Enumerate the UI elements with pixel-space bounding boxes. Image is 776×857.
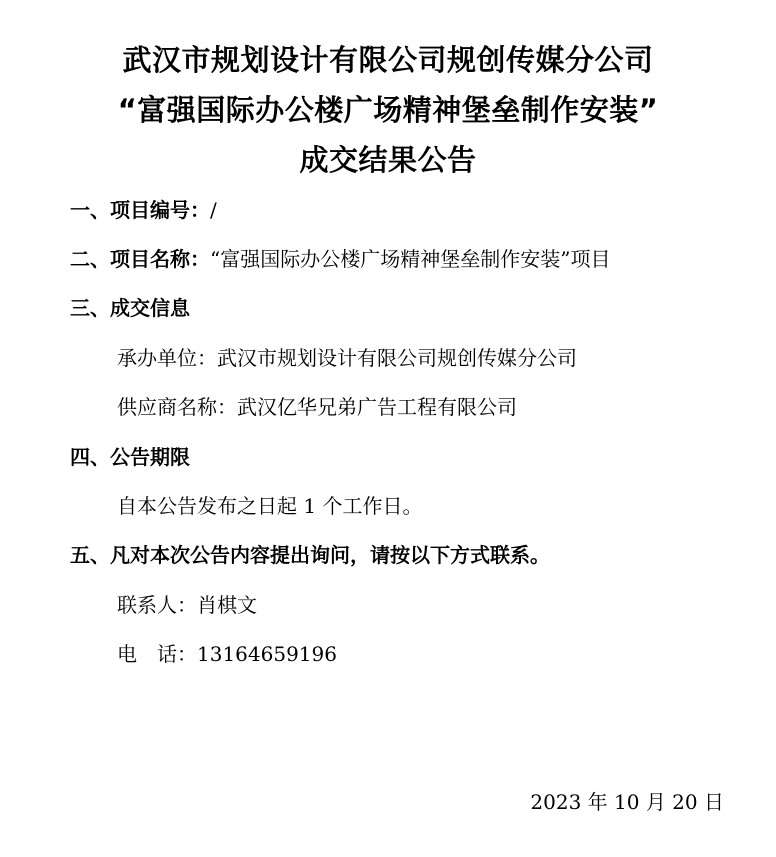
section-contact: 五、凡对本次公告内容提出询问，请按以下方式联系。 [70,543,550,567]
title-project: “富强国际办公楼广场精神堡垒制作安装” [117,93,659,127]
section-notice-period: 四、公告期限 [70,445,190,469]
contact-phone [117,638,337,667]
project-name-label: 二、项目名称： [70,247,210,271]
phone-label: 电 话： [117,642,197,666]
title-notice: 成交结果公告 [299,143,477,177]
project-no-value: / [210,198,217,222]
organizer-line: 承办单位：武汉市规划设计有限公司规创传媒分公司 [117,346,577,370]
title-company: 武汉市规划设计有限公司规创传媒分公司 [122,43,654,77]
notice-period-text: 自本公告发布之日起 1 个工作日。 [117,494,423,518]
phone-number: 13164659196 [197,642,337,666]
section-deal-info: 三、成交信息 [70,296,190,320]
section-project-no [70,194,217,223]
notice-date: 2023 年 10 月 20 日 [530,790,724,814]
project-name-value: “富强国际办公楼广场精神堡垒制作安装”项目 [210,247,611,271]
contact-person: 联系人：肖棋文 [117,593,257,617]
project-no-label: 一、项目编号： [70,198,210,222]
supplier-line: 供应商名称：武汉亿华兄弟广告工程有限公司 [117,395,517,419]
section-project-name [70,243,610,272]
